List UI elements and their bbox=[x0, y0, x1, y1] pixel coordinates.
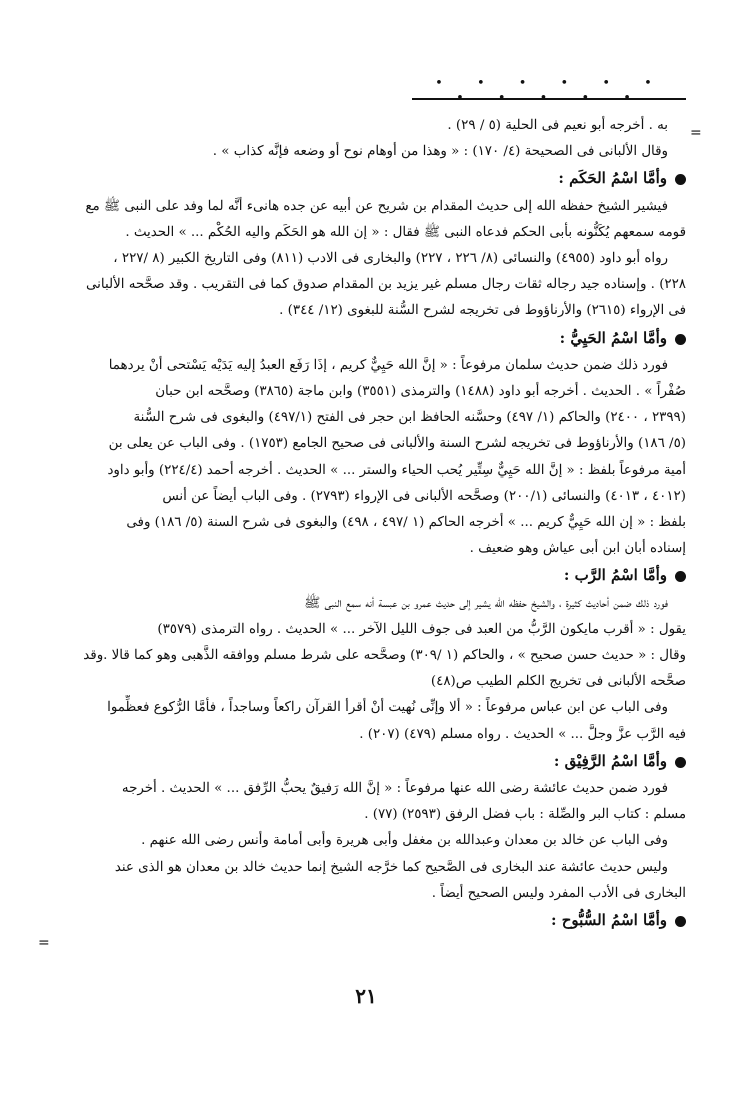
text-line: (٥/ ١٨٦) والأرناؤوط فى تخريجه لشرح السنة والألبانى فى صحيح الجامع (١٧٥٣) . وفى الباب عن يعلى بن bbox=[108, 436, 686, 452]
text-line: ٢٢٨) . وإسناده جيد رجاله ثقات رجال مسلم غير يزيد بن المقدام صدوق كما فى التقريب . وقد صحَّحه الألبانى bbox=[86, 277, 686, 293]
bullet-icon bbox=[675, 757, 686, 768]
section-heading-text: وأمَّا اسْمُ السُّبُّوح : bbox=[550, 911, 667, 930]
section-heading bbox=[44, 907, 686, 935]
text-line: صحَّحه الألبانى فى تخريج الكلم الطيب ص(٤٨) bbox=[430, 674, 686, 690]
section-heading-text: وأمَّا اسْمُ الحَيِيُّ : bbox=[559, 328, 667, 347]
text-line: إسناده أبان ابن أبى عياش وهو ضعيف . bbox=[469, 541, 686, 557]
text-line: وليس حديث عائشة عند البخارى فى الصَّحيح كما خرَّجه الشيخ إنما حديث خالد بن معدان هو الذى عند bbox=[114, 859, 668, 875]
bullet-icon bbox=[675, 174, 686, 185]
text-line: (٤٠١٢ ، ٤٠١٣) والنسائى (٢٠٠/١) وصحَّحه الألبانى فى الإرواء (٢٧٩٣) . وفى الباب أيضاً عن أنس bbox=[162, 488, 686, 504]
section-heading bbox=[44, 748, 686, 776]
text-line: مسلم : كتاب البر والصِّلة : باب فضل الرفق (٢٥٩٣) (٧٧) . bbox=[364, 807, 686, 823]
page-number: ٢١ bbox=[355, 984, 377, 1008]
text-line: وفى الباب عن خالد بن معدان وعبدالله بن مغفل وأبى هريرة وأبى أمامة وأنس رضى الله عنهم . bbox=[141, 833, 668, 849]
text-line: فيشير الشيخ حفظه الله إلى حديث المقدام بن شريح عن أبيه عن جده هانىء أنَّه لما وفد على النبى ﷺ مع bbox=[85, 198, 668, 214]
text-line: صُفْراً » . الحديث . أخرجه أبو داود (١٤٨٨) والترمذى (٣٥٥١) وابن ماجة (٣٨٦٥) وصحَّحه ابن حبان bbox=[155, 384, 686, 400]
text-line: فورد ذلك ضمن حديث سلمان مرفوعاً : « إنَّ الله حَيِيٌّ كريم ، إذَا رَفَع العبدُ إليه يَدَيْه يَسْتحى أنْ يردهما bbox=[108, 357, 668, 373]
text-line: البخارى فى الأدب المفرد وليس الصحيح أيضاً . bbox=[431, 885, 686, 901]
text-line: فورد ذلك ضمن أحاديث كثيرة ، والشيخ حفظه الله يشير إلى حديث عمرو بن عبسة أنه سمع النبى ﷺ bbox=[304, 595, 668, 611]
text-line: وقال : « حديث حسن صحيح » ، والحاكم (١ /٣٠٩) وصحَّحه على شرط مسلم ووافقه الذَّهبى وهو كما قالا .وقد bbox=[83, 648, 686, 664]
text-line: فى الإرواء (٢٦١٥) والأرناؤوط فى تخريجه لشرح السُّنة للبغوى (١٢/ ٣٤٤) . bbox=[279, 303, 686, 319]
text-line: قومه سمعهم يُكَنُّونه بأبى الحكم فدعاه النبى ﷺ فقال : « إن الله هو الحَكَم واليه الحُكْم ... » الحديث . bbox=[125, 224, 686, 240]
text-line: فيه الرَّب عزَّ وجلَّ ... » الحديث . رواه مسلم (٤٧٩) (٢٠٧) . bbox=[359, 726, 686, 742]
text-line: (٢٣٩٩ ، ٢٤٠٠) والحاكم (١/ ٤٩٧) وحسَّنه الحافظ ابن حجر فى الفتح (٤٩٧/١) والبغوى فى شرح السُّنة bbox=[133, 410, 686, 426]
section-heading-text: وأمَّا اسْمُ الحَكَم : bbox=[558, 169, 667, 188]
header-rule bbox=[412, 98, 686, 100]
text-line: رواه أبو داود (٤٩٥٥) والنسائى (٨/ ٢٢٦ ، ٢٢٧) والبخارى فى الادب (٨١١) وفى التاريخ الكبير (٨ /٢٢٧ ، bbox=[113, 251, 668, 267]
text-line: به . أخرجه أبو نعيم فى الحلية (٥ / ٢٩) . bbox=[447, 118, 668, 133]
section-heading bbox=[44, 325, 686, 353]
bullet-icon bbox=[675, 334, 686, 345]
bullet-icon bbox=[675, 916, 686, 927]
text-line: وقال الألبانى فى الصحيحة (٤/ ١٧٠) : « وهذا من أوهام نوح أو وضعه فإنَّه كذاب » . bbox=[212, 144, 668, 160]
bullet-icon bbox=[675, 571, 686, 582]
text-line: وفى الباب عن ابن عباس مرفوعاً : « ألا وإنِّى نُهيت أنْ أقرأ القرآن راكعاً وساجداً ، فأمَّا الرُّكوع فعظِّموا bbox=[107, 700, 668, 716]
header-dots: • • • • • • • • • • • bbox=[435, 76, 667, 106]
section-heading bbox=[44, 562, 686, 590]
margin-mark-top: = bbox=[690, 125, 702, 141]
section-heading bbox=[44, 165, 686, 193]
text-line: أمية مرفوعاً بلفظ : « إنَّ الله حَيِيٌّ سِتِّير يُحب الحياء والستر ... » الحديث . أخرجه أحمد (٢٢٤/٤) وأبو داود bbox=[107, 462, 686, 478]
page-body bbox=[44, 113, 686, 935]
text-line: فورد ضمن حديث عائشة رضى الله عنها مرفوعاً : « إنَّ الله رَفيقٌ يحبُّ الرِّفق ... » الحديث . أخرجه bbox=[121, 781, 668, 797]
section-heading-text: وأمَّا اسْمُ الرَّفِيْق : bbox=[553, 751, 667, 770]
section-heading-text: وأمَّا اسْمُ الرَّب : bbox=[563, 566, 667, 585]
margin-mark-bottom: = bbox=[38, 935, 50, 951]
text-line: يقول : « أقرب مايكون الرَّبُّ من العبد فى جوف الليل الآخر ... » الحديث . رواه الترمذى (٣٥٧٩) bbox=[157, 621, 686, 637]
text-line: بلفظ : « إن الله حَيِيٌّ كريم ... » أخرجه الحاكم (١ /٤٩٧ ، ٤٩٨) والبغوى فى شرح السنة (٥/ ١٨٦) وفى bbox=[126, 515, 686, 531]
